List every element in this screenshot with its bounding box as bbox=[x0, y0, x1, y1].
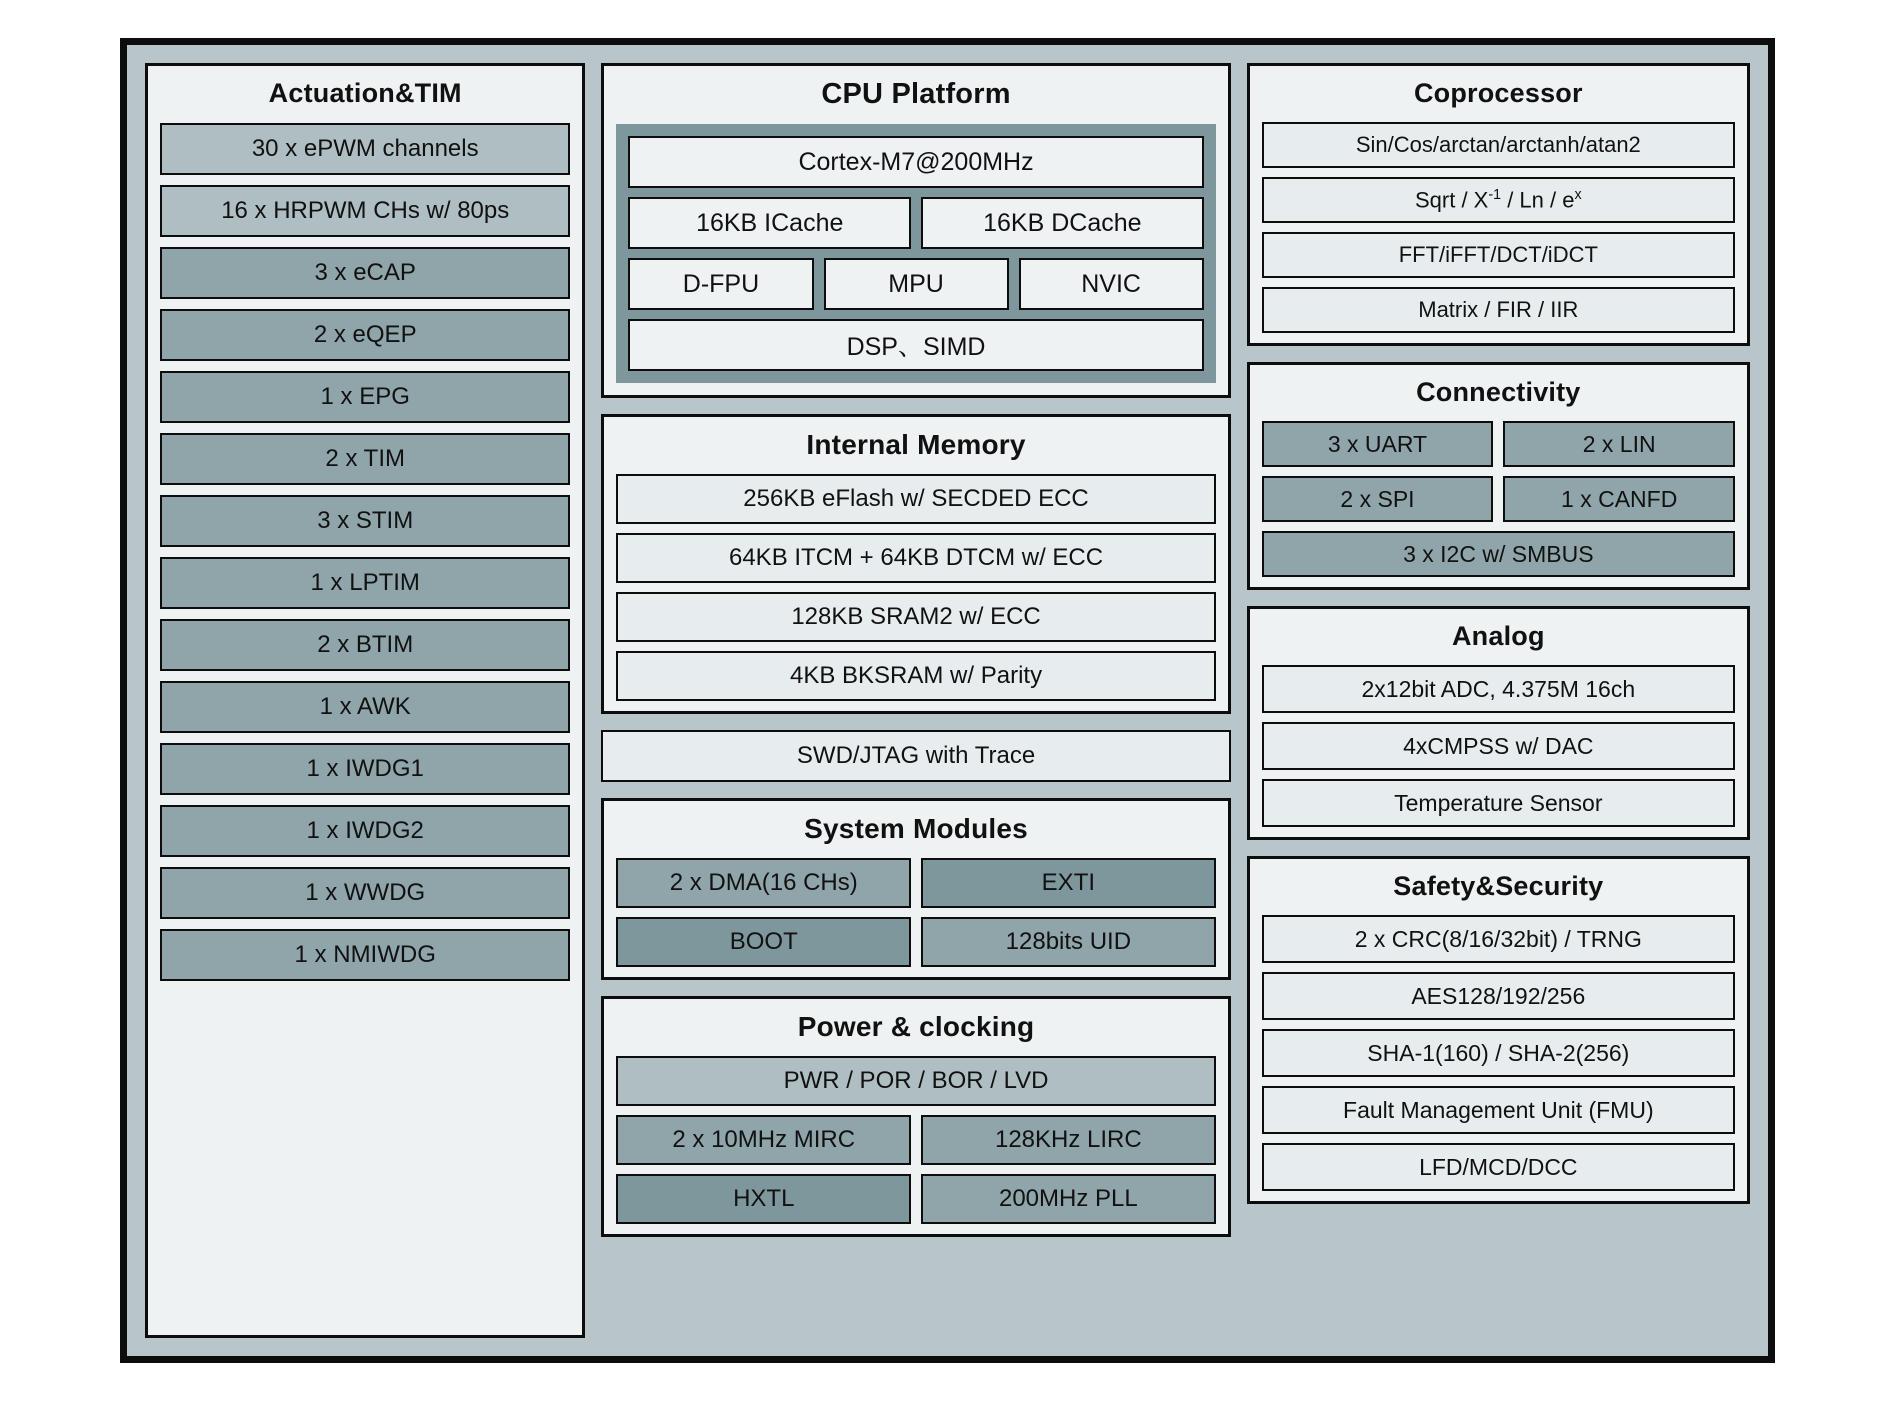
cpu-inner-group bbox=[616, 124, 1215, 383]
coprocessor-sqrt-sup-b: x bbox=[1574, 186, 1582, 203]
cpu-dfpu: D-FPU bbox=[628, 258, 813, 310]
actuation-item-wwdg: 1 x WWDG bbox=[160, 867, 570, 919]
panel-analog bbox=[1247, 606, 1750, 840]
coprocessor-sqrt bbox=[1262, 177, 1735, 223]
actuation-item-btim: 2 x BTIM bbox=[160, 619, 570, 671]
coprocessor-fft: FFT/iFFT/DCT/iDCT bbox=[1262, 232, 1735, 278]
coprocessor-matrix: Matrix / FIR / IIR bbox=[1262, 287, 1735, 333]
power-rail: PWR / POR / BOR / LVD bbox=[616, 1056, 1215, 1106]
safety-sha: SHA-1(160) / SHA-2(256) bbox=[1262, 1029, 1735, 1077]
clock-mirc: 2 x 10MHz MIRC bbox=[616, 1115, 911, 1165]
connectivity-row-1 bbox=[1262, 421, 1735, 467]
actuation-item-lptim: 1 x LPTIM bbox=[160, 557, 570, 609]
debug-swd-jtag: SWD/JTAG with Trace bbox=[601, 730, 1230, 782]
panel-title-power-clocking: Power & clocking bbox=[797, 1011, 1035, 1042]
system-modules-row-2 bbox=[616, 917, 1215, 967]
cpu-dcache: 16KB DCache bbox=[921, 197, 1204, 249]
actuation-item-ecap: 3 x eCAP bbox=[160, 247, 570, 299]
panel-actuation-tim bbox=[145, 63, 585, 1338]
actuation-item-epg: 1 x EPG bbox=[160, 371, 570, 423]
actuation-item-hrpwm: 16 x HRPWM CHs w/ 80ps bbox=[160, 185, 570, 237]
system-boot: BOOT bbox=[616, 917, 911, 967]
cpu-core: Cortex-M7@200MHz bbox=[628, 136, 1203, 188]
connectivity-spi: 2 x SPI bbox=[1262, 476, 1494, 522]
panel-title-safety-security: Safety&Security bbox=[1393, 871, 1604, 901]
memory-bksram: 4KB BKSRAM w/ Parity bbox=[616, 651, 1215, 701]
panel-title-actuation: Actuation&TIM bbox=[268, 78, 462, 108]
memory-eflash: 256KB eFlash w/ SECDED ECC bbox=[616, 474, 1215, 524]
analog-cmpss: 4xCMPSS w/ DAC bbox=[1262, 722, 1735, 770]
clock-row-2 bbox=[616, 1174, 1215, 1224]
panel-title-system-modules: System Modules bbox=[804, 813, 1028, 844]
panel-coprocessor bbox=[1247, 63, 1750, 346]
connectivity-row-2 bbox=[1262, 476, 1735, 522]
cpu-mpu: MPU bbox=[824, 258, 1009, 310]
actuation-item-tim: 2 x TIM bbox=[160, 433, 570, 485]
actuation-item-iwdg1: 1 x IWDG1 bbox=[160, 743, 570, 795]
safety-lfd-mcd-dcc: LFD/MCD/DCC bbox=[1262, 1143, 1735, 1191]
coprocessor-sqrt-sup-a: -1 bbox=[1488, 186, 1502, 203]
cpu-cache-row bbox=[628, 197, 1203, 249]
connectivity-i2c: 3 x I2C w/ SMBUS bbox=[1262, 531, 1735, 577]
connectivity-canfd: 1 x CANFD bbox=[1503, 476, 1735, 522]
panel-connectivity bbox=[1247, 362, 1750, 590]
actuation-item-epwm: 30 x ePWM channels bbox=[160, 123, 570, 175]
cpu-nvic: NVIC bbox=[1019, 258, 1204, 310]
clock-pll: 200MHz PLL bbox=[921, 1174, 1216, 1224]
actuation-item-nmiwdg: 1 x NMIWDG bbox=[160, 929, 570, 981]
coprocessor-sqrt-b: / Ln / e bbox=[1501, 187, 1575, 213]
analog-adc: 2x12bit ADC, 4.375M 16ch bbox=[1262, 665, 1735, 713]
panel-internal-memory bbox=[601, 414, 1230, 714]
panel-system-modules bbox=[601, 798, 1230, 980]
chip-block-diagram bbox=[120, 38, 1775, 1363]
cpu-dsp-simd: DSP、SIMD bbox=[628, 319, 1203, 371]
column-core bbox=[601, 63, 1230, 1338]
coprocessor-trig: Sin/Cos/arctan/arctanh/atan2 bbox=[1262, 122, 1735, 168]
panel-safety-security bbox=[1247, 856, 1750, 1204]
cpu-icache: 16KB ICache bbox=[628, 197, 911, 249]
panel-power-clocking bbox=[601, 996, 1230, 1237]
system-exti: EXTI bbox=[921, 858, 1216, 908]
cpu-units-row bbox=[628, 258, 1203, 310]
clock-lirc: 128KHz LIRC bbox=[921, 1115, 1216, 1165]
coprocessor-sqrt-a: Sqrt / X bbox=[1415, 187, 1489, 213]
actuation-item-awk: 1 x AWK bbox=[160, 681, 570, 733]
actuation-item-iwdg2: 1 x IWDG2 bbox=[160, 805, 570, 857]
panel-title-cpu-platform: CPU Platform bbox=[821, 78, 1011, 110]
connectivity-uart: 3 x UART bbox=[1262, 421, 1494, 467]
column-actuation bbox=[145, 63, 585, 1338]
connectivity-lin: 2 x LIN bbox=[1503, 421, 1735, 467]
system-dma: 2 x DMA(16 CHs) bbox=[616, 858, 911, 908]
panel-title-coprocessor: Coprocessor bbox=[1413, 78, 1583, 108]
panel-title-analog: Analog bbox=[1451, 621, 1545, 651]
panel-title-connectivity: Connectivity bbox=[1416, 377, 1581, 407]
safety-fmu: Fault Management Unit (FMU) bbox=[1262, 1086, 1735, 1134]
clock-hxtl: HXTL bbox=[616, 1174, 911, 1224]
panel-cpu-platform bbox=[601, 63, 1230, 398]
system-uid: 128bits UID bbox=[921, 917, 1216, 967]
memory-tcm: 64KB ITCM + 64KB DTCM w/ ECC bbox=[616, 533, 1215, 583]
safety-aes: AES128/192/256 bbox=[1262, 972, 1735, 1020]
panel-title-internal-memory: Internal Memory bbox=[806, 429, 1026, 460]
system-modules-row-1 bbox=[616, 858, 1215, 908]
clock-row-1 bbox=[616, 1115, 1215, 1165]
column-peripherals bbox=[1247, 63, 1750, 1338]
safety-crc-trng: 2 x CRC(8/16/32bit) / TRNG bbox=[1262, 915, 1735, 963]
actuation-item-stim: 3 x STIM bbox=[160, 495, 570, 547]
analog-temp-sensor: Temperature Sensor bbox=[1262, 779, 1735, 827]
actuation-item-eqep: 2 x eQEP bbox=[160, 309, 570, 361]
memory-sram2: 128KB SRAM2 w/ ECC bbox=[616, 592, 1215, 642]
